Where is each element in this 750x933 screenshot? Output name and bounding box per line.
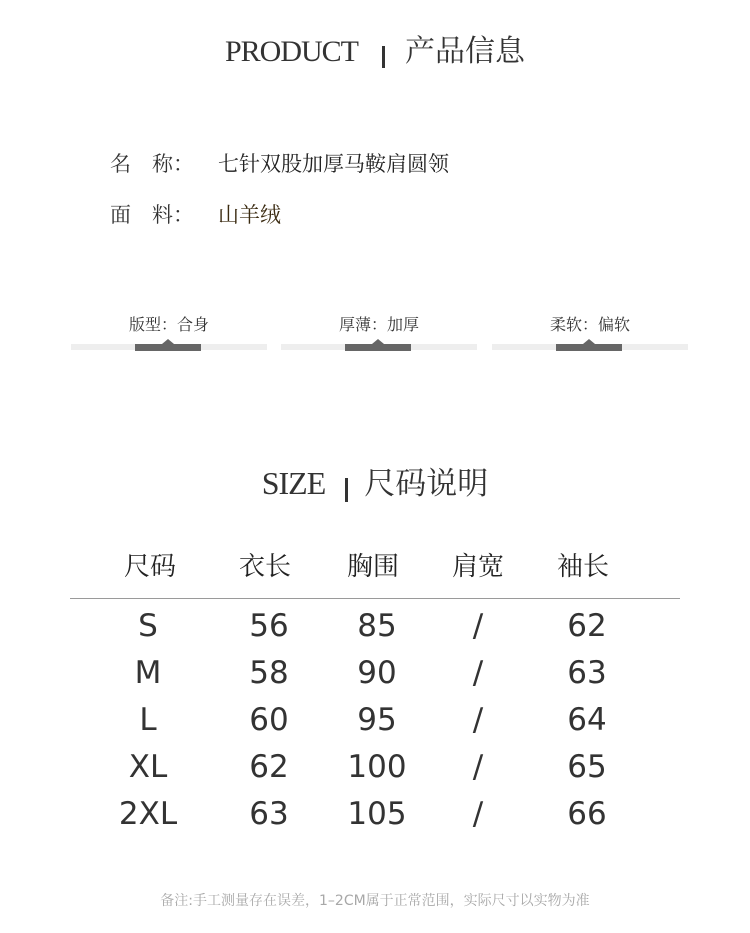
fabric-row [110, 199, 281, 229]
product-heading-en: PRODUCT [224, 35, 359, 68]
size-table-cell-size: XL [128, 749, 168, 785]
size-table-cell-length: 58 [249, 655, 289, 691]
product-name-label: 名 称： [110, 152, 194, 176]
thickness-label: 厚薄：加厚 [338, 315, 419, 334]
table-divider [70, 598, 680, 599]
fabric-value: 山羊绒 [218, 203, 281, 227]
thickness-indicator [281, 312, 477, 350]
softness-indicator [492, 312, 688, 350]
size-table-cell-shoulder: / [472, 796, 484, 832]
size-table-header-chest: 胸围 [346, 552, 399, 582]
size-table-cell-shoulder: / [472, 655, 484, 691]
size-table-cell-sleeve: 64 [567, 702, 607, 738]
size-table-cell-chest: 105 [347, 796, 407, 832]
fit-indicator [71, 312, 267, 350]
size-table-cell-sleeve: 65 [567, 749, 607, 785]
size-table-header-shoulder: 肩宽 [451, 552, 504, 582]
size-table-cell-shoulder: / [472, 702, 484, 738]
softness-level-bar [556, 344, 622, 351]
size-table-cell-chest: 85 [357, 608, 397, 644]
size-table-header-sleeve: 袖长 [556, 552, 609, 582]
size-table-cell-size: S [138, 608, 158, 644]
fit-label: 版型：合身 [128, 315, 209, 334]
size-table-cell-size: M [134, 655, 162, 691]
measurement-note: 备注:手工测量存在误差，1–2CM属于正常范围，实际尺寸以实物为准 [160, 893, 590, 909]
size-table-cell-length: 62 [249, 749, 289, 785]
fit-track [71, 344, 267, 350]
size-table-header-size: 尺码 [123, 552, 176, 582]
size-table-cell-shoulder: / [472, 608, 484, 644]
thickness-track [281, 344, 477, 350]
size-table-cell-chest: 90 [357, 655, 397, 691]
fit-level-bar [135, 344, 201, 351]
size-heading-en: SIZE [261, 465, 326, 501]
size-table-cell-sleeve: 63 [567, 655, 607, 691]
size-table-cell-shoulder: / [472, 749, 484, 785]
size-table-cell-length: 60 [249, 702, 289, 738]
size-table-cell-chest: 95 [357, 702, 397, 738]
heading-separator [382, 46, 385, 68]
heading-separator [345, 478, 348, 502]
size-table-cell-length: 63 [249, 796, 289, 832]
size-table-cell-length: 56 [249, 608, 289, 644]
thickness-level-bar [345, 344, 411, 351]
size-table-cell-size: 2XL [118, 796, 178, 832]
size-table-header-length: 衣长 [238, 552, 291, 582]
softness-label: 柔软：偏软 [549, 315, 630, 334]
fabric-label: 面 料： [110, 203, 194, 227]
size-info-heading [0, 458, 750, 503]
product-name-value: 七针双股加厚马鞍肩圆领 [218, 152, 449, 176]
softness-track [492, 344, 688, 350]
product-heading-cn: 产品信息 [405, 34, 526, 69]
size-table-cell-sleeve: 62 [567, 608, 607, 644]
size-table-cell-chest: 100 [347, 749, 407, 785]
size-heading-cn: 尺码说明 [364, 466, 489, 502]
product-name-row [110, 148, 449, 178]
size-table-cell-sleeve: 66 [567, 796, 607, 832]
size-table-cell-size: L [139, 702, 157, 738]
product-info-heading [0, 26, 750, 70]
